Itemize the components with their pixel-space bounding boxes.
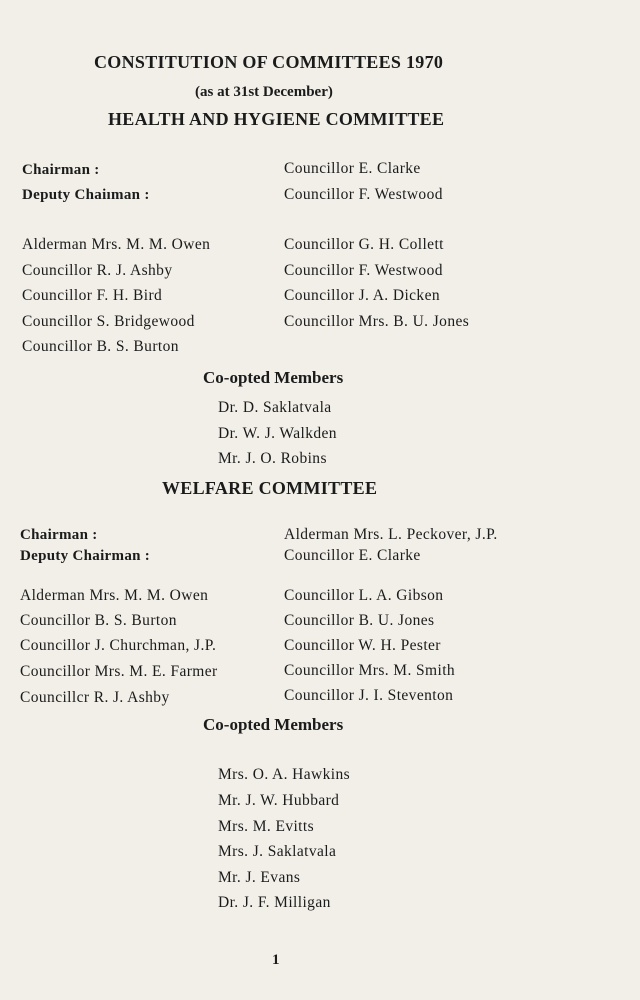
welfare-coopted-member: Dr. J. F. Milligan (218, 894, 331, 911)
welfare-chairman-name: Alderman Mrs. L. Peckover, J.P. (284, 526, 498, 543)
health-coopted-heading: Co-opted Members (203, 368, 344, 387)
health-coopted-member: Dr. W. J. Walkden (218, 425, 337, 442)
welfare-member: Councillor B. S. Burton (20, 612, 177, 629)
welfare-member: Councillor Mrs. M. E. Farmer (20, 663, 218, 680)
health-member: Councillor B. S. Burton (22, 338, 179, 355)
page-number: 1 (272, 952, 280, 968)
health-member: Alderman Mrs. M. M. Owen (22, 236, 211, 253)
welfare-member: Councillcr R. J. Ashby (20, 689, 170, 706)
welfare-coopted-member: Mr. J. Evans (218, 869, 301, 886)
health-member: Councillor Mrs. B. U. Jones (284, 313, 470, 330)
health-member: Councillor F. H. Bird (22, 287, 163, 304)
document-title: CONSTITUTION OF COMMITTEES 1970 (94, 52, 444, 72)
health-coopted-member: Mr. J. O. Robins (218, 450, 327, 467)
welfare-coopted-member: Mrs. J. Saklatvala (218, 843, 337, 860)
welfare-member: Councillor J. Churchman, J.P. (20, 637, 217, 654)
welfare-member: Councillor W. H. Pester (284, 637, 441, 654)
health-member: Councillor S. Bridgewood (22, 313, 195, 330)
health-coopted-member: Dr. D. Saklatvala (218, 399, 332, 416)
health-member: Councillor G. H. Collett (284, 236, 444, 253)
welfare-member: Alderman Mrs. M. M. Owen (20, 587, 209, 604)
document-subtitle: (as at 31st December) (195, 84, 333, 100)
health-member: Councillor F. Westwood (284, 262, 443, 279)
health-committee-heading: HEALTH AND HYGIENE COMMITTEE (108, 109, 445, 129)
welfare-committee-heading: WELFARE COMMITTEE (162, 478, 378, 498)
health-member: Councillor R. J. Ashby (22, 262, 173, 279)
health-member: Councillor J. A. Dicken (284, 287, 441, 304)
welfare-coopted-member: Mrs. M. Evitts (218, 818, 315, 835)
welfare-member: Councillor B. U. Jones (284, 612, 435, 629)
welfare-member: Councillor Mrs. M. Smith (284, 662, 456, 679)
welfare-member: Councillor L. A. Gibson (284, 587, 444, 604)
welfare-deputy-label: Deputy Chairman : (20, 548, 151, 564)
welfare-coopted-heading: Co-opted Members (203, 715, 344, 734)
health-deputy-label: Deputy Chaiıman : (22, 187, 150, 203)
welfare-coopted-member: Mrs. O. A. Hawkins (218, 766, 351, 783)
welfare-deputy-name: Councillor E. Clarke (284, 547, 421, 564)
health-chairman-label: Chairman : (22, 162, 100, 178)
welfare-chairman-label: Chairman : (20, 527, 98, 543)
health-deputy-name: Councillor F. Westwood (284, 186, 443, 203)
welfare-coopted-member: Mr. J. W. Hubbard (218, 792, 340, 809)
health-chairman-name: Councillor E. Clarke (284, 160, 421, 177)
welfare-member: Councillor J. I. Steventon (284, 687, 454, 704)
